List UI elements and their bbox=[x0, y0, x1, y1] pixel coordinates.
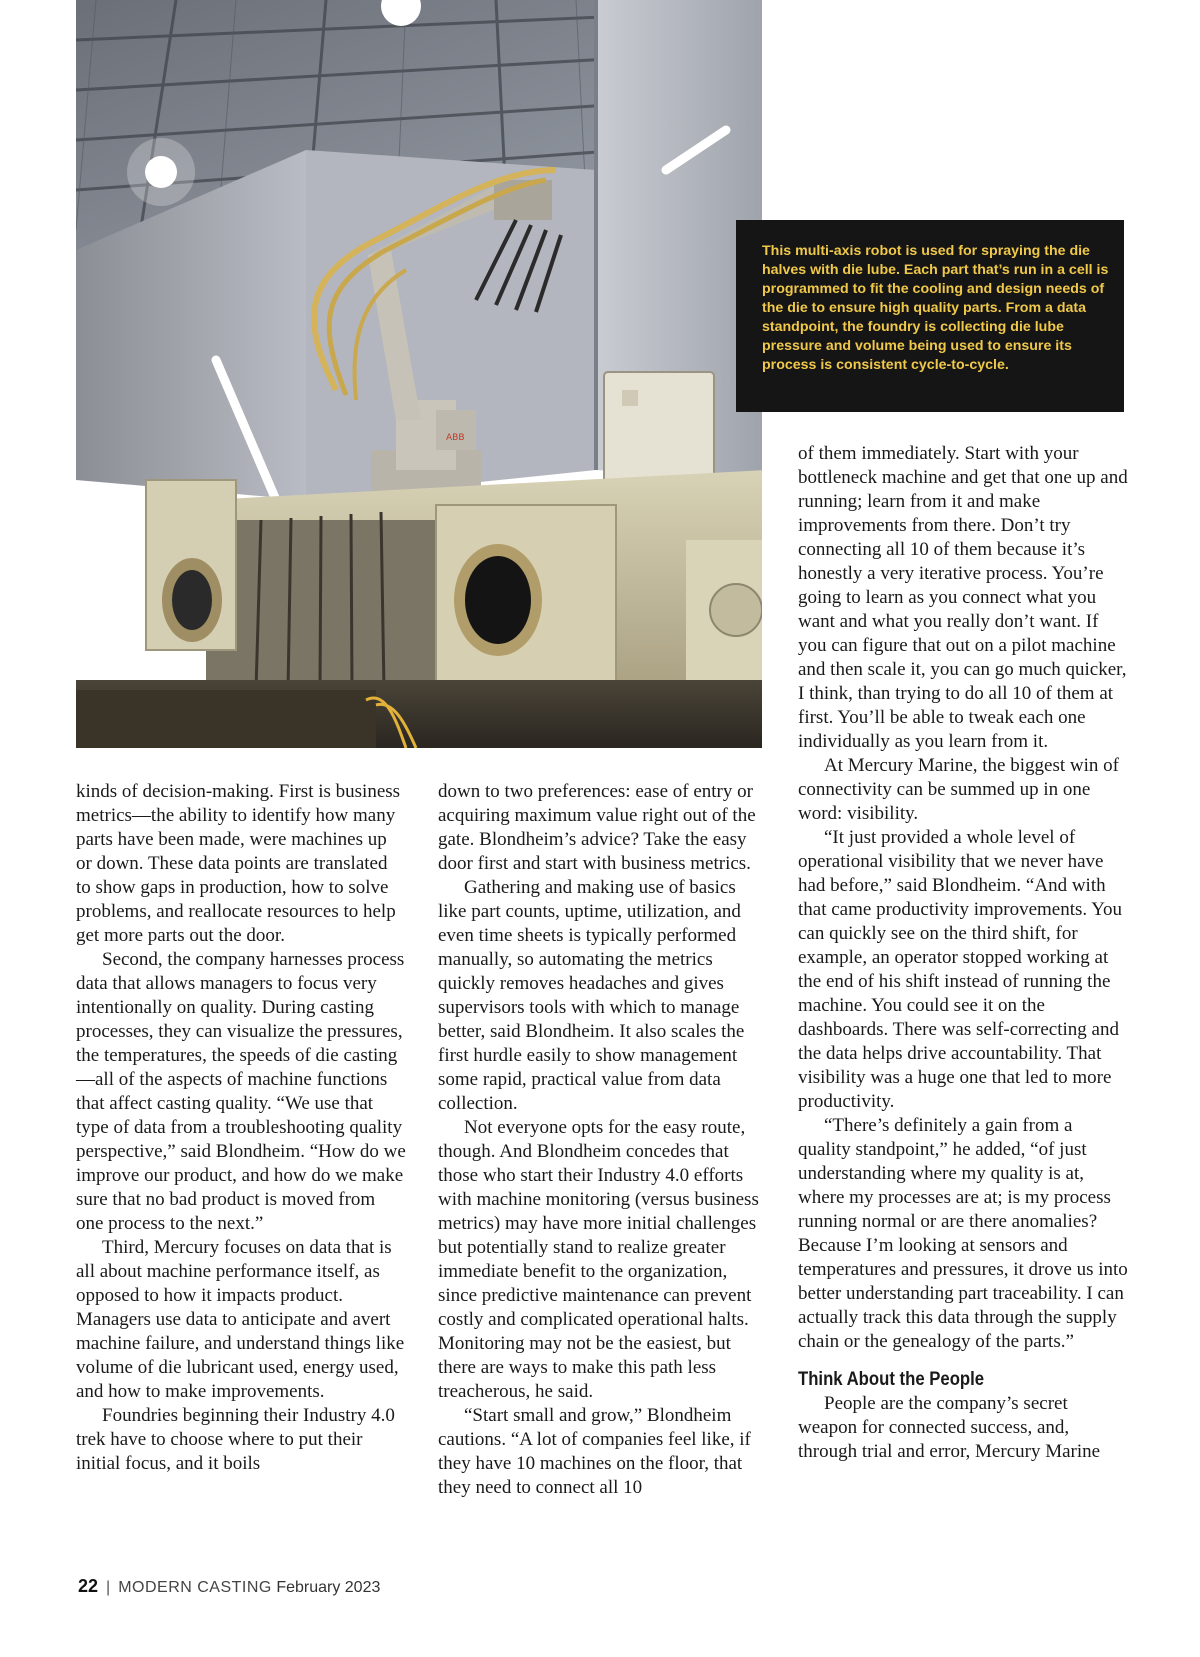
issue-date: February 2023 bbox=[276, 1579, 381, 1596]
paragraph: “Start small and grow,” Blondheim cautions. “A lot of companies feel like, if they have 10 machines on the floor, that they need to connect all 10 bbox=[438, 1405, 751, 1498]
paragraph: of them immediately. Start with your bottleneck machine and get that one up and running; learn from it and make improvements from there. Don’t try connecting all 10 of them because it’s honestly a very iterative process. You’re going to learn as you connect what you want and what you really don’t want. If you can figure that out on a pilot machine and then scale it, you can go much quicker, I think, than trying to do all 10 of them at first. You’ll be able to tweak each one individually as you learn from it. bbox=[798, 443, 1128, 752]
paragraph: “There’s definitely a gain from a quality standpoint,” he added, “of just understanding where my quality is at, where my processes are at; is my process running normal or are there anomalies? Because I’m looking at sensors and temperatures and pressures, it drove us into better understanding part traceability. I can actually track this data through the supply chain or the genealogy of the parts.” bbox=[798, 1115, 1128, 1352]
article-column-3 bbox=[798, 442, 1128, 1464]
photo-caption: This multi-axis robot is used for spraying the die halves with die lube. Each part that’s run in a cell is programmed to fit the cooling and design needs of the die to ensure high quality parts. From a data standpoint, the foundry is collecting die lube pressure and volume being used to ensure its process is consistent cycle-to-cycle. bbox=[736, 220, 1124, 412]
article-column-1 bbox=[76, 780, 406, 1476]
page-number: 22 bbox=[78, 1576, 99, 1596]
section-heading: Think About the People bbox=[798, 1369, 985, 1390]
robot-illustration bbox=[76, 0, 762, 748]
article-column-2 bbox=[438, 780, 764, 1500]
robot-photo bbox=[76, 0, 762, 748]
paragraph: down to two preferences: ease of entry or acquiring maximum value right out of the gate. Blondheim’s advice? Take the easy door first and start with business metrics. bbox=[438, 781, 756, 874]
paragraph: Third, Mercury focuses on data that is all about machine performance itself, as opposed to how it impacts product. Managers use data to anticipate and avert machine failure, and understand things like volume of die lubricant used, energy used, and how to make improvements. bbox=[76, 1237, 405, 1402]
paragraph: Not everyone opts for the easy route, though. And Blondheim concedes that those who start their Industry 4.0 efforts with machine monitoring (versus business metrics) may have more initial challenges but potentially stand to realize greater immediate benefit to the organization, since predictive maintenance can prevent costly and complicated operational halts. Monitoring may not be the easiest, but there are ways to make this path less treacherous, he said. bbox=[438, 1117, 759, 1402]
paragraph: At Mercury Marine, the biggest win of connectivity can be summed up in one word: visibility. bbox=[798, 755, 1119, 824]
paragraph: “It just provided a whole level of operational visibility that we never have had before,” said Blondheim. “And with that came productivity improvements. You can quickly see on the third shift, for example, an operator stopped working at the end of his shift instead of running the machine. You could see it on the dashboards. There was self-correcting and the data helps drive accountability. That visibility was a huge one that led to more productivity. bbox=[798, 827, 1123, 1112]
page-footer bbox=[78, 1576, 380, 1597]
magazine-name: MODERN CASTING bbox=[118, 1579, 272, 1596]
paragraph: Second, the company harnesses process data that allows managers to focus very intentionally on quality. During casting processes, they can visualize the pressures, the temperatures, the speeds of die casting—all of the aspects of machine functions that affect casting quality. “We use that type of data from a troubleshooting quality perspective,” said Blondheim. “How do we improve our product, and how do we make sure that no bad product is moved from one process to the next.” bbox=[76, 949, 406, 1234]
footer-separator: | bbox=[106, 1579, 111, 1596]
paragraph: kinds of decision-making. First is business metrics—the ability to identify how many parts have been made, were machines up or down. These data points are translated to show gaps in production, how to solve problems, and reallocate resources to help get more parts out the door. bbox=[76, 781, 401, 946]
paragraph: People are the company’s secret weapon for connected success, and, through trial and error, Mercury Marine bbox=[798, 1393, 1101, 1462]
paragraph: Gathering and making use of basics like part counts, uptime, utilization, and even time sheets is typically performed manually, so automating the metrics quickly removes headaches and gives supervisors tools with which to manage better, said Blondheim. It also scales the first hurdle easily to show management some rapid, practical value from data collection. bbox=[438, 877, 745, 1114]
paragraph: Foundries beginning their Industry 4.0 trek have to choose where to put their initial focus, and it boils bbox=[76, 1405, 395, 1474]
abb-logo: ABB bbox=[446, 433, 465, 443]
